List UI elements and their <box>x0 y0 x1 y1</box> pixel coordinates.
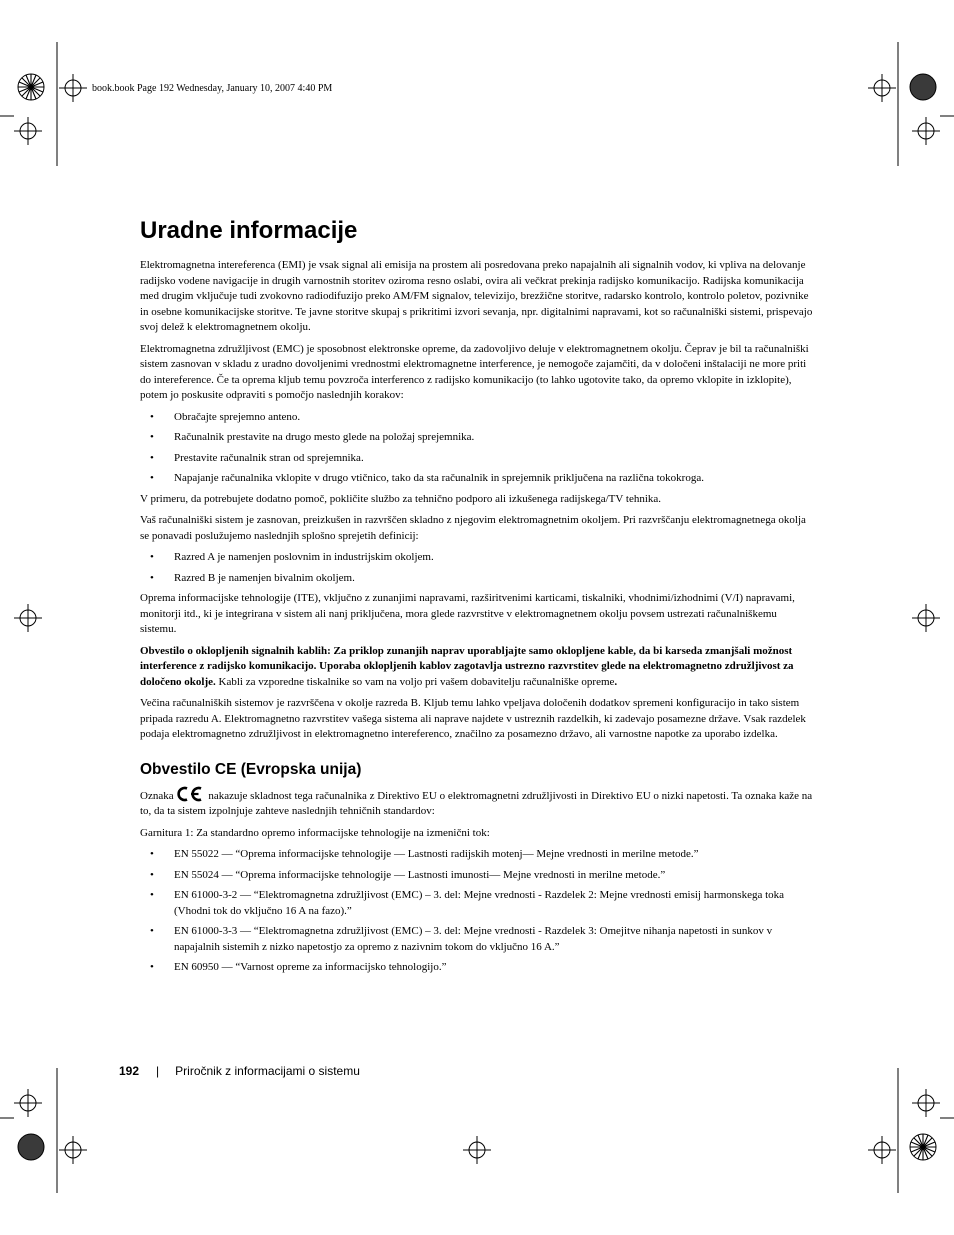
list-item: • EN 61000-3-3 — “Elektromagnetna združljivost (EMC) – 3. del: Mejne vrednosti - Razdelek 3: Omejitve nihanja napetosti in sunkov v napajalnih sistemih z nizko napetostjo za opremo z nazivnim tokom do vključno 16 A.” <box>140 924 815 955</box>
paragraph-ce <box>140 786 815 820</box>
ce-text-before: Oznaka <box>140 789 174 802</box>
paragraph-classes: Vaš računalniški sistem je zasnovan, preizkušen in razvrščen skladno z njegovim elektromagnetnim okoljem. Pri razvrščanju elektromagnetnega okolja se ponavadi poslužujemo naslednjih splošno sprejetih definicij: <box>140 514 806 542</box>
paragraph-cable-notice <box>140 644 815 691</box>
list-item: • Razred A je namenjen poslovnim in industrijskim okoljem. <box>140 550 815 566</box>
list-item: • EN 61000-3-2 — “Elektromagnetna združljivost (EMC) – 3. del: Mejne vrednosti - Razdelek 2: Mejne vrednosti emisij harmonskega toka (Vhodni tok do vključno 16 A na fazo).” <box>140 888 815 919</box>
ce-text-after: nakazuje skladnost tega računalnika z Direktivo EU o elektromagnetni združljivosti in Direktivo EU o nizki napetosti. Ta oznaka kaže na to, da ta sistem izpolnjuje zahteve naslednjih tehničnih standardov: <box>140 789 813 817</box>
paragraph-emi: Elektromagnetna intereferenca (EMI) je vsak signal ali emisija na prostem ali posredovana preko napajalnih ali signalnih vodov, ki vpliva na delovanje radijsko vodene navigacije in drugih varnostnih storitev oziroma resno oslabi, ovira ali večkrat prekinja radijsko komunikacijo. Radijska komunikacija med drugim vključuje tudi zvokovno radiodifuzijo preko AM/FM signalov, televizijo, brezžične storitve, radarsko kontrolo, kontrolo poletov, pozivnike in osebne komunikacijske storitve. Te javne storitve skupaj s prikritimi izvori sevanja, npr. digitalnimi napravami, kot so računalniški sistemi, prispevajo svoj delež k elektromagnetnem okolju. <box>140 259 813 333</box>
footer-title: Priročnik z informacijami o sistemu <box>175 1064 360 1078</box>
section-heading-ce: Obvestilo CE (Evropska unija) <box>140 760 362 778</box>
page-title: Uradne informacije <box>140 217 358 244</box>
page-content <box>140 215 815 981</box>
page-footer <box>119 1064 360 1078</box>
ce-mark-icon <box>176 786 204 802</box>
list-item: • Razred B je namenjen bivalnim okoljem. <box>140 571 815 587</box>
paragraph-garnitura: Garnitura 1: Za standardno opremo informacijske tehnologije na izmenični tok: <box>140 826 490 839</box>
list-item: • Napajanje računalnika vklopite v drugo vtičnico, tako da sta računalnik in sprejemnik priključena na različna tokokroga. <box>140 471 815 487</box>
footer-separator: | <box>156 1064 160 1078</box>
paragraph-class-b: Večina računalniških sistemov je razvrščena v okolje razreda B. Kljub temu lahko vpeljava določenih dodatkov spremeni konfiguracijo in tako sistem pripada razredu A. Elektromagnetno razvrstitev vašega sistema ali naprave najdete v ustreznih razdelkih, ki zadevajo posamezne države. Vsak razdelek podaja elektromagnetno združljivost in elektromagnetno intereferenco, značilno za posamezno državo, ali varnostne napotke za uporabo izdelka. <box>140 697 806 740</box>
print-header-info: book.book Page 192 Wednesday, January 10, 2007 4:40 PM <box>92 83 333 94</box>
list-item: • EN 60950 — “Varnost opreme za informacijsko tehnologijo.” <box>140 960 815 976</box>
cable-notice-bold: Obvestilo o oklopljenih signalnih kablih: Za priklop zunanjih naprav uporabljajte samo oklopljene kable, da bi karseda zmanjšali možnost interference z radijsko komunikacijo. Uporaba oklopljenih kablov zagotavlja ustrezno razvrstitev glede na elektromagnetno združljivost za določeno okolje. <box>140 644 794 688</box>
list-item: • Obračajte sprejemno anteno. <box>140 410 815 426</box>
paragraph-emc: Elektromagnetna združljivost (EMC) je sposobnost elektronske opreme, da zadovoljivo deluje v elektromagnetnem okolju. Čeprav je bil ta računalniški sistem zasnovan v skladu z uradno dovoljenimi vrednostmi elektromagnetne interference, je nemogoče zajamčiti, da v določeni inštalaciji ne more priti do intereference. Če ta oprema kljub temu povzroča interferenco z radijsko komunikacijo (to lahko ugotovite tako, da opremo vklopite in izklopite), potem jo poskusite odpraviti s pomočjo naslednjih korakov: <box>140 342 809 401</box>
list-item: • Prestavite računalnik stran od sprejemnika. <box>140 451 815 467</box>
standards-list <box>140 847 815 976</box>
cable-notice-end: . <box>614 675 618 688</box>
classes-list <box>140 550 815 586</box>
list-item: • EN 55022 — “Oprema informacijske tehnologije — Lastnosti radijskih motenj— Mejne vrednosti in merilne metode.” <box>140 847 815 863</box>
list-item: • Računalnik prestavite na drugo mesto glede na položaj sprejemnika. <box>140 430 815 446</box>
steps-list <box>140 410 815 487</box>
paragraph-ite: Oprema informacijske tehnologije (ITE), vključno z zunanjimi napravami, razširitvenimi karticami, tiskalniki, vhodnimi/izhodnimi (V/I) napravami, monitorji itd., ki je integrirana v sistem ali nanj priključena, mora glede razvrstitve v elektromagnetnem okolju povsem ustrezati računalniškemu sistemu. <box>140 592 795 635</box>
list-item: • EN 55024 — “Oprema informacijske tehnologije — Lastnosti imunosti— Mejne vrednosti in merilne metode.” <box>140 868 815 884</box>
paragraph-help: V primeru, da potrebujete dodatno pomoč, pokličite službo za tehnično podporo ali izkušenega radijskega/TV tehnika. <box>140 492 662 505</box>
cable-notice-text: Kabli za vzporedne tiskalnike so vam na voljo pri vašem dobavitelju računalniške opreme <box>215 675 615 688</box>
page-number: 192 <box>119 1064 140 1078</box>
